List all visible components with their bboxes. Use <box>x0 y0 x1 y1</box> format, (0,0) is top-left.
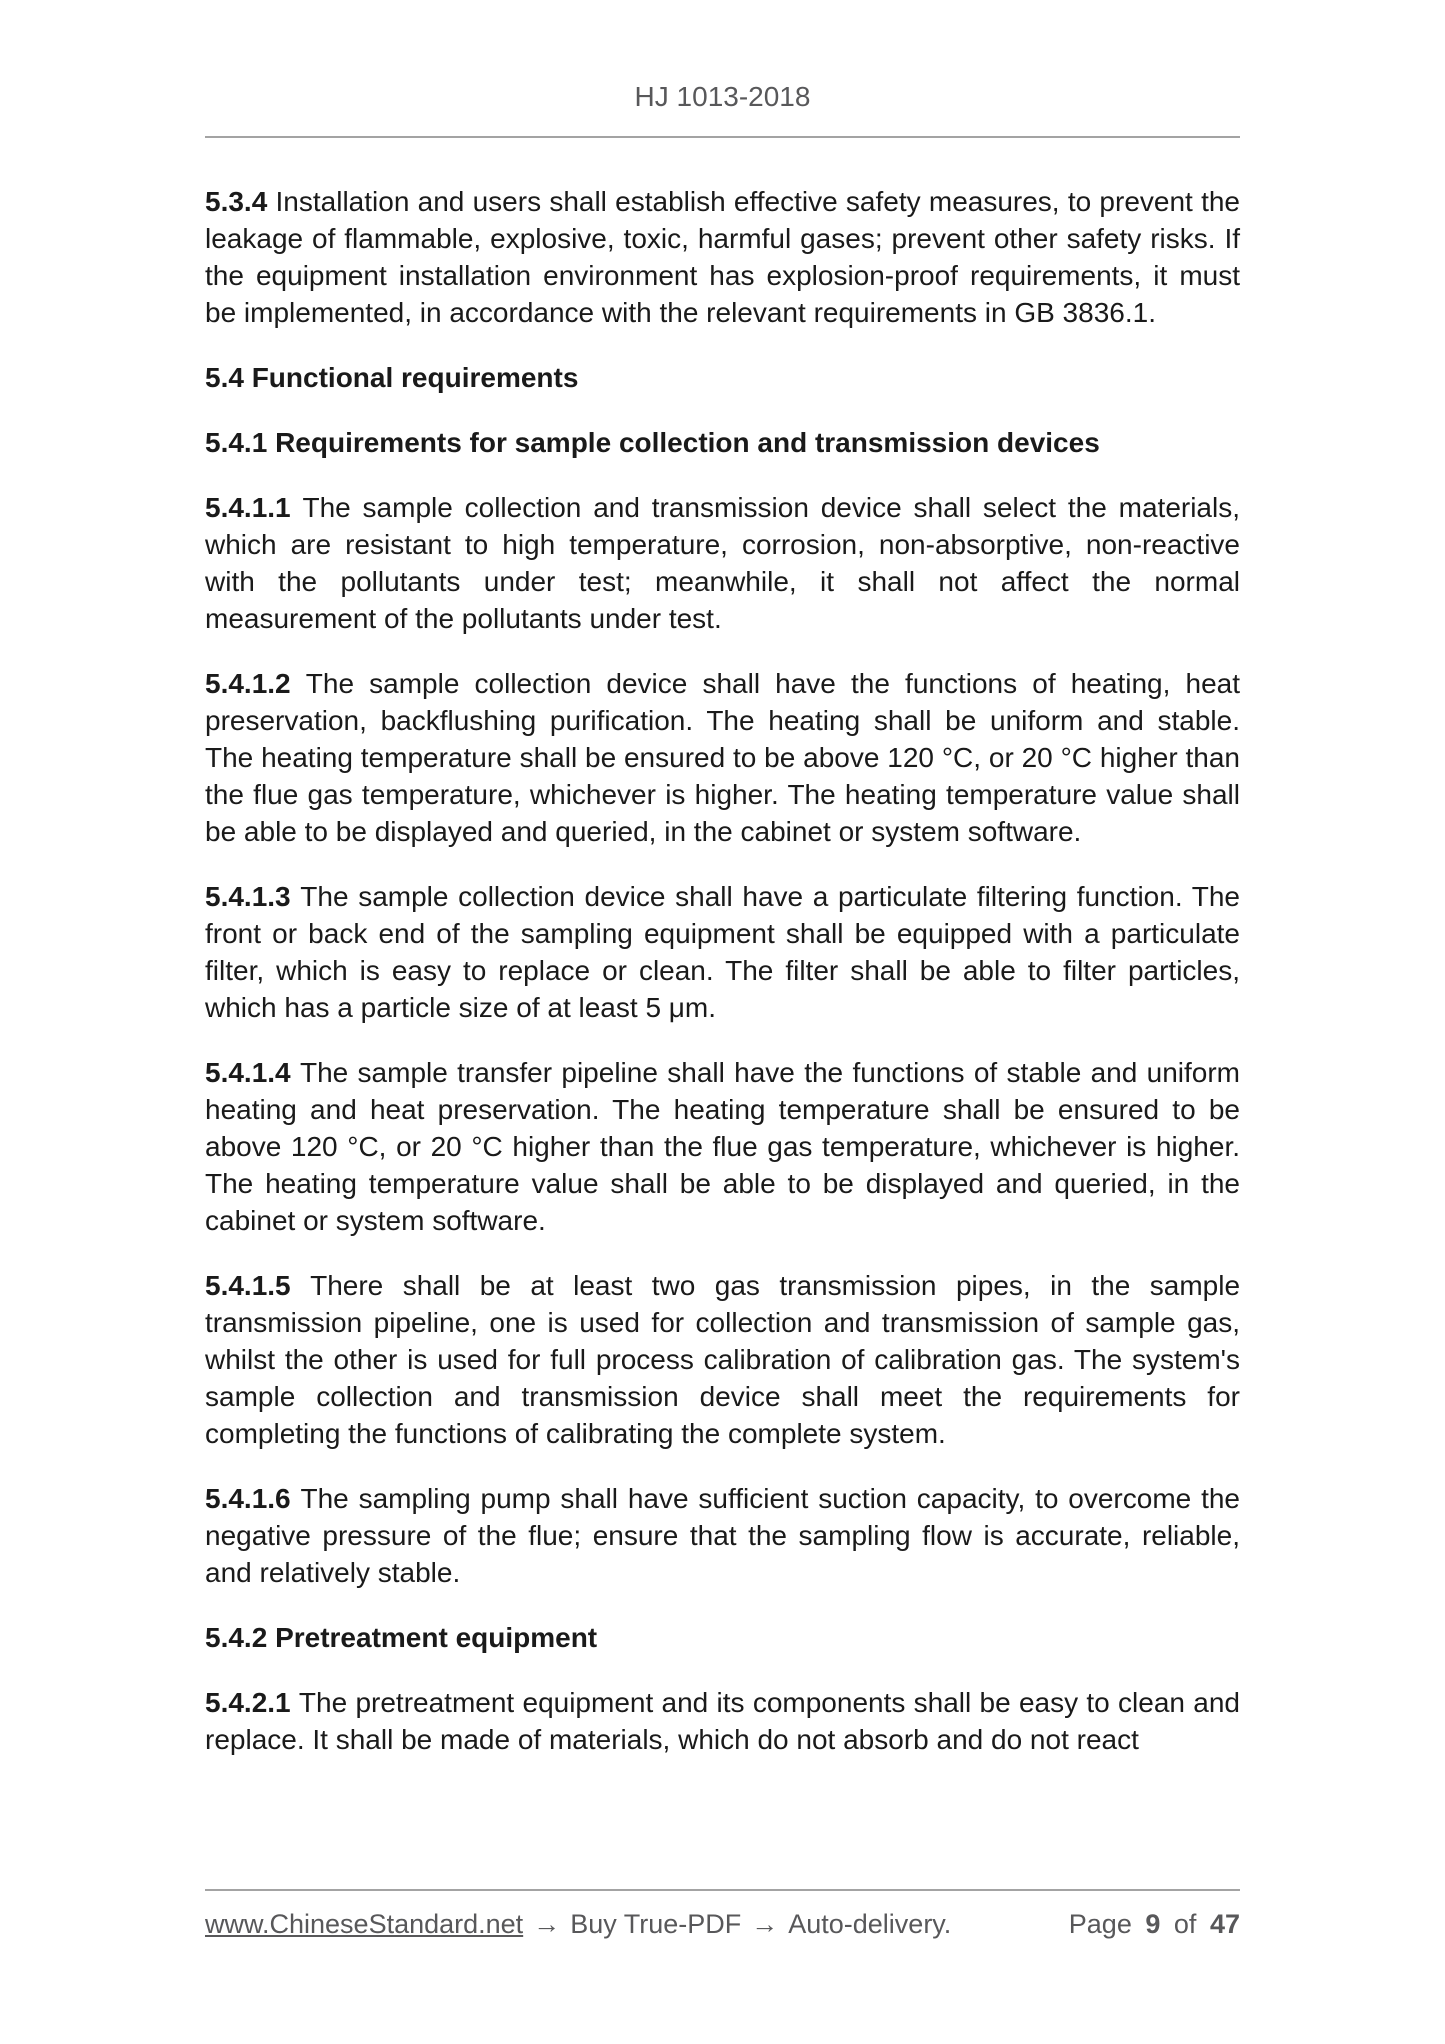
of-label: of <box>1173 1909 1197 1939</box>
page-total: 47 <box>1209 1909 1240 1939</box>
section-text: Requirements for sample collection and transmission devices <box>275 427 1100 458</box>
section-paragraph <box>205 1480 1240 1591</box>
page-indicator <box>1063 1908 1240 1940</box>
section-text: The sampling pump shall have sufficient suction capacity, to overcome the negative pressure of the flue; ensure that the sampling flow is accurate, reliable, and relatively stable. <box>205 1483 1241 1588</box>
section-paragraph <box>205 489 1240 637</box>
document-page <box>205 0 1240 2044</box>
section-text: There shall be at least two gas transmission pipes, in the sample transmission pipeline, one is used for collection and transmission of sample gas, whilst the other is used for full process calibration of calibration gas. The system's sample collection and transmission device shall meet the requirements for completing the functions of calibrating the complete system. <box>205 1270 1241 1449</box>
section-number: 5.4.1.1 <box>205 492 303 523</box>
section-text: Functional requirements <box>251 362 579 393</box>
section-paragraph <box>205 183 1240 331</box>
doc-number: HJ 1013-2018 <box>634 81 811 112</box>
section-text: Pretreatment equipment <box>275 1622 598 1653</box>
section-number: 5.3.4 <box>205 186 276 217</box>
page-current: 9 <box>1145 1909 1161 1939</box>
section-number: 5.4.1.4 <box>205 1057 300 1088</box>
arrow-right-icon: → <box>751 1909 779 1939</box>
section-number: 5.4 <box>205 362 252 393</box>
section-paragraph <box>205 1054 1240 1239</box>
section-heading <box>205 1619 1240 1656</box>
section-number: 5.4.2 <box>205 1622 276 1653</box>
section-number: 5.4.1 <box>205 427 276 458</box>
arrow-right-icon: → <box>533 1909 561 1939</box>
footer-website-link[interactable]: www.ChineseStandard.net <box>205 1909 524 1939</box>
section-number: 5.4.2.1 <box>205 1687 299 1718</box>
section-text: The sample collection and transmission device shall select the materials, which are resistant to high temperature, corrosion, non-absorptive, non-reactive with the pollutants under test; meanwhile, it shall not affect the normal measurement of the pollutants under test. <box>205 492 1241 634</box>
section-number: 5.4.1.2 <box>205 668 306 699</box>
section-text: Installation and users shall establish effective safety measures, to prevent the leakage of flammable, explosive, toxic, harmful gases; prevent other safety risks. If the equipment installation environment has explosion-proof requirements, it must be implemented, in accordance with the relevant requirements in GB 3836.1. <box>205 186 1240 328</box>
section-text: The pretreatment equipment and its components shall be easy to clean and replace. It shall be made of materials, which do not absorb and do not react <box>205 1687 1240 1755</box>
section-heading <box>205 424 1240 461</box>
section-paragraph <box>205 1684 1240 1758</box>
footer-source <box>205 1908 961 1940</box>
section-number: 5.4.1.6 <box>205 1483 301 1514</box>
section-heading <box>205 359 1240 396</box>
footer-delivery-label: Auto-delivery. <box>788 1909 952 1939</box>
document-body <box>205 138 1240 1758</box>
footer-buy-label: Buy True-PDF <box>570 1909 742 1939</box>
section-number: 5.4.1.5 <box>205 1270 311 1301</box>
page-label: Page <box>1068 1909 1132 1939</box>
section-text: The sample transfer pipeline shall have the functions of stable and uniform heating and heat preservation. The heating temperature shall be ensured to be above 120 °C, or 20 °C higher than the flue gas temperature, whichever is higher. The heating temperature value shall be able to be displayed and queried, in the cabinet or system software. <box>205 1057 1241 1236</box>
section-paragraph <box>205 1267 1240 1452</box>
page-footer <box>205 1889 1240 1940</box>
section-text: The sample collection device shall have the functions of heating, heat preservation, backflushing purification. The heating shall be uniform and stable. The heating temperature shall be ensured to be above 120 °C, or 20 °C higher than the flue gas temperature, whichever is higher. The heating temperature value shall be able to be displayed and queried, in the cabinet or system software. <box>205 668 1240 847</box>
section-text: The sample collection device shall have a particulate filtering function. The front or back end of the sampling equipment shall be equipped with a particulate filter, which is easy to replace or clean. The filter shall be able to filter particles, which has a particle size of at least 5 μm. <box>205 881 1241 1023</box>
section-paragraph <box>205 665 1240 850</box>
doc-header <box>205 0 1240 112</box>
section-paragraph <box>205 878 1240 1026</box>
section-number: 5.4.1.3 <box>205 881 301 912</box>
